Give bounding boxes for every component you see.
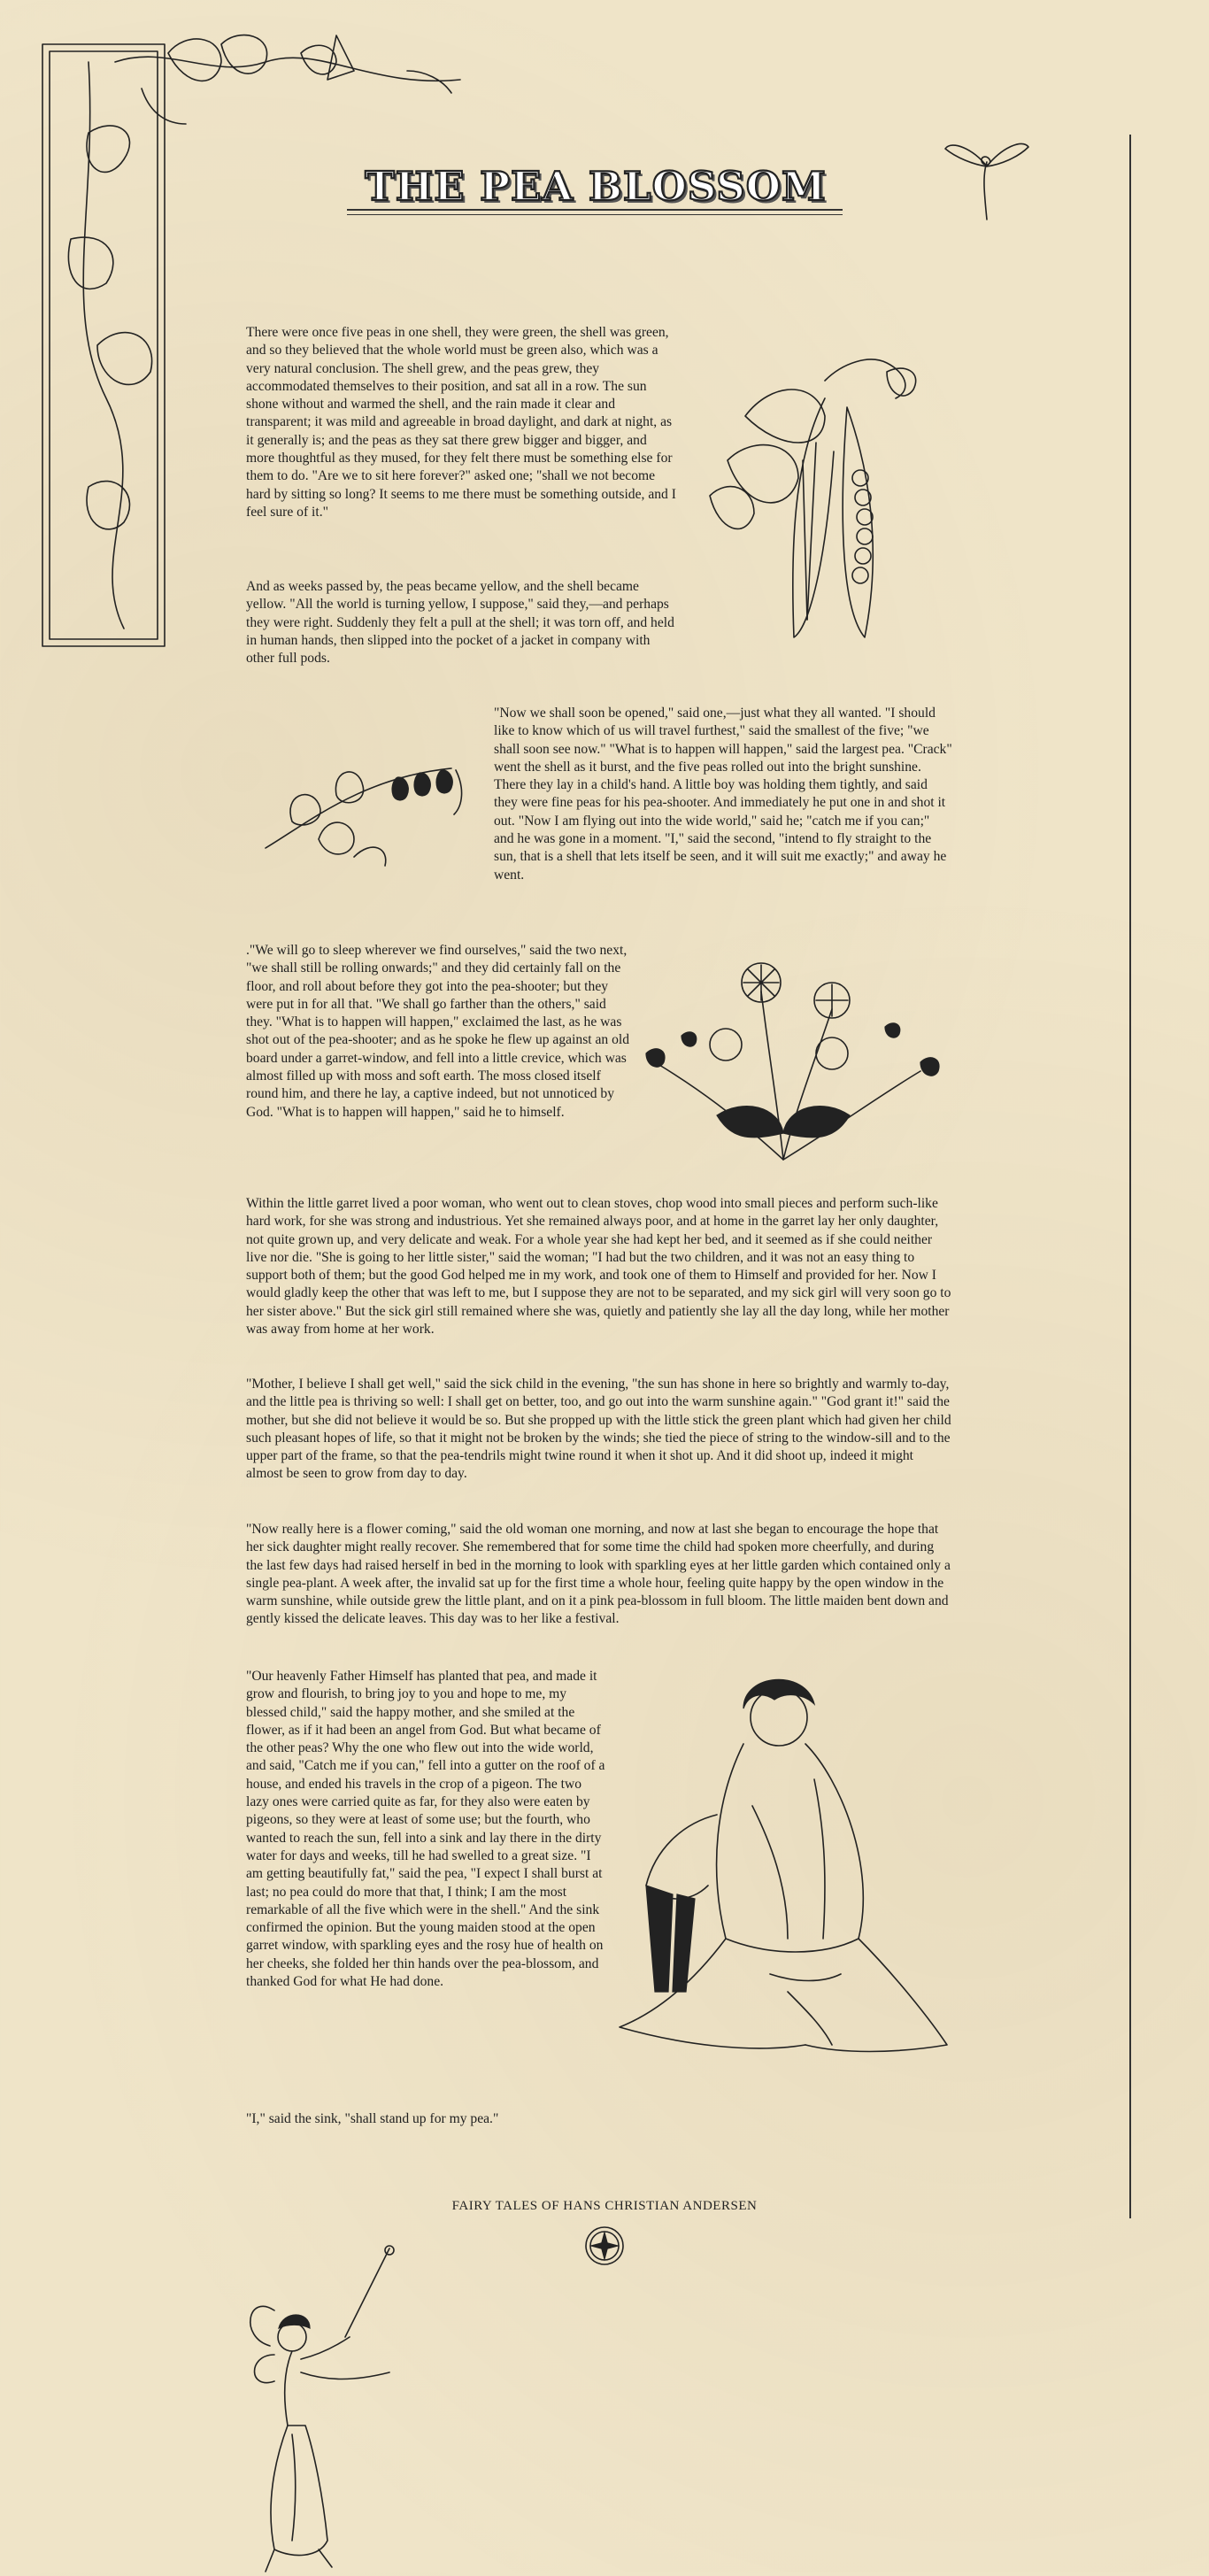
bleeding-heart-illustration <box>257 742 478 875</box>
paragraph-7: "Now really here is a flower coming," said the old woman one morning, and now at last she began to encourage the hope that her sick daughter might really recover. She remembered that for some time the child had spoken more cheerfully, and during the last few days had raised herself in bed in the morning to look with sparkling eyes at her little garden which contained only a single pea-plant. A week after, the invalid sat up for the first time a whole hour, feeling quite happy by the open window in the warm sunshine, while outside grew the little plant, and on it a pink pea-blossom in full bloom. The little maiden bent down and gently kissed the delicate leaves. This day was to her like a festival. <box>246 1522 951 1627</box>
seed-pod-illustration <box>938 131 1036 228</box>
page-title: THE PEA BLOSSOM <box>365 163 827 210</box>
pea-pods-illustration <box>692 345 940 655</box>
paragraph-2: And as weeks passed by, the peas became yellow, and the shell became yellow. "All the world is turning yellow, I suppose," said they,—and perhaps they were right. Suddenly they felt a pull at the shell; it was torn off, and held in human hands, then slipped into the pocket of a jacket in company with other full pods. <box>246 579 674 667</box>
thistle-flowers-illustration <box>611 938 956 1168</box>
paragraph-3: "Now we shall soon be opened," said one,—just what they all wanted. "I should like to know which of us will travel furthest," said the smallest of the five; "we shall soon see now." "What is to happen will happen," said the largest pea. "Crack" went the shell as it burst, and the five peas rolled out into the bright sunshine. There they lay in a child's hand. A little boy was holding them tightly, and said they were fine peas for his pea-shooter. And immediately he put one in and shot it out. "Now I am flying out into the wide world," said he; "catch me if you can;" and he was gone in a moment. "I," said the second, "intend to fly straight to the sun, that is a shell that lets itself be seen, and it will suit me exactly;" and away he went. <box>494 706 952 883</box>
paragraph-9: "I," said the sink, "shall stand up for my pea." <box>246 2111 499 2126</box>
compass-ornament-icon <box>582 2224 627 2268</box>
title-rule <box>347 209 843 211</box>
paragraph-1: There were once five peas in one shell, they were green, the shell was green, and so they believed that the whole world must be green also, which was a very natural conclusion. The shell grew, and the peas grew, they accommodated themselves to their position, and sat all in a row. The sun shone without and warmed the shell, and the rain made it clear and transparent; it was mild and agreeable in broad daylight, and dark at night, as it generally is; and the peas as they sat there grew bigger and bigger, and more thoughtful as they mused, for they felt there must be something else for them to do. "Are we to sit here forever?" asked one; "shall we not become hard by sitting so long? It seems to me there must be something outside, and I feel sure of it." <box>246 325 676 520</box>
paragraph-4: ."We will go to sleep wherever we find ourselves," said the two next, "we shall still be rolling onwards;" and they did certainly fall on the floor, and roll about before they got into the pea-shooter; but they were put in for all that. "We shall go farther than the others," said they. "What is to happen will happen," exclaimed the last, as he was shot out of the pea-shooter; and as he spoke he flew up against an old board under a garret-window, and fell into a little crevice, which was almost filled up with moss and soft earth. The moss closed itself round him, and there he lay, a captive indeed, but not unnoticed by God. "What is to happen will happen," said he to himself. <box>246 943 630 1120</box>
paragraph-5: Within the little garret lived a poor woman, who went out to clean stoves, chop wood into small pieces and perform such-like hard work, for she was strong and industrious. Yet she remained always poor, and at home in the garret lay her only daughter, not quite grown up, and very delicate and weak. For a whole year she had kept her bed, and it seemed as if she could neither live nor die. "She is going to her little sister," said the woman; "I had but the two children, and it was not an easy thing to support both of them; but the good God helped me in my work, and took one of them to Himself and provided for her. Now I would gladly keep the other that was left to me, but I suppose they are not to be separated, and my sick girl will very soon go to her sister above." But the sick girl still remained where she was, quietly and patiently she lay all the day long, while her mother was away from home at her work. <box>246 1196 951 1338</box>
fairy-figure-illustration <box>239 2240 416 2576</box>
book-footer: FAIRY TALES OF HANS CHRISTIAN ANDERSEN <box>451 2199 758 2213</box>
paragraph-8: "Our heavenly Father Himself has planted that pea, and made it grow and flourish, to bring joy to you and hope to me, my blessed child," said the happy mother, and she smiled at the flower, as if it had been an angel from God. But what became of the other peas? Why the one who flew out into the wide world, and said, "Catch me if you can," fell into a gutter on the roof of a house, and ended his travels in the crop of a pigeon. The two lazy ones were carried quite as far, for they also were eaten by pigeons, so they were at least of some use; but the fourth, who wanted to reach the sun, fell into a sink and lay there in the dirty water for days and weeks, till he had swelled to a great size. "I am getting beautifully fat," said the pea, "I expect I shall burst at last; no pea could do more that that, I think; I am the most remarkable of all the five which were in the shell." And the sink confirmed the opinion. But the young maiden stood at the open garret window, with sparkling eyes and the rosy hue of health on her cheeks, she folded her thin hands over the pea-blossom, and thanked God for what He had done. <box>246 1669 605 1990</box>
paragraph-6: "Mother, I believe I shall get well," said the sick child in the evening, "the sun has shone in here so brightly and warmly to-day, and the little pea is thriving so well: I shall get on better, too, and go out into the warm sunshine again." "God grant it!" said the mother, but she did not believe it would be so. But she propped up with the little stick the green plant which had given her child such pleasant hopes of life, so that it might not be broken by the winds; she tied the piece of string to the window-sill and to the upper part of the frame, so that the pea-tendrils might twine round it when it shot up. And it did shoot up, indeed it might almost be seen to grow from day to day. <box>246 1377 951 1482</box>
title-rule-thin <box>347 214 843 215</box>
mother-and-child-illustration <box>611 1673 956 2071</box>
right-margin-rule <box>1129 135 1131 2218</box>
